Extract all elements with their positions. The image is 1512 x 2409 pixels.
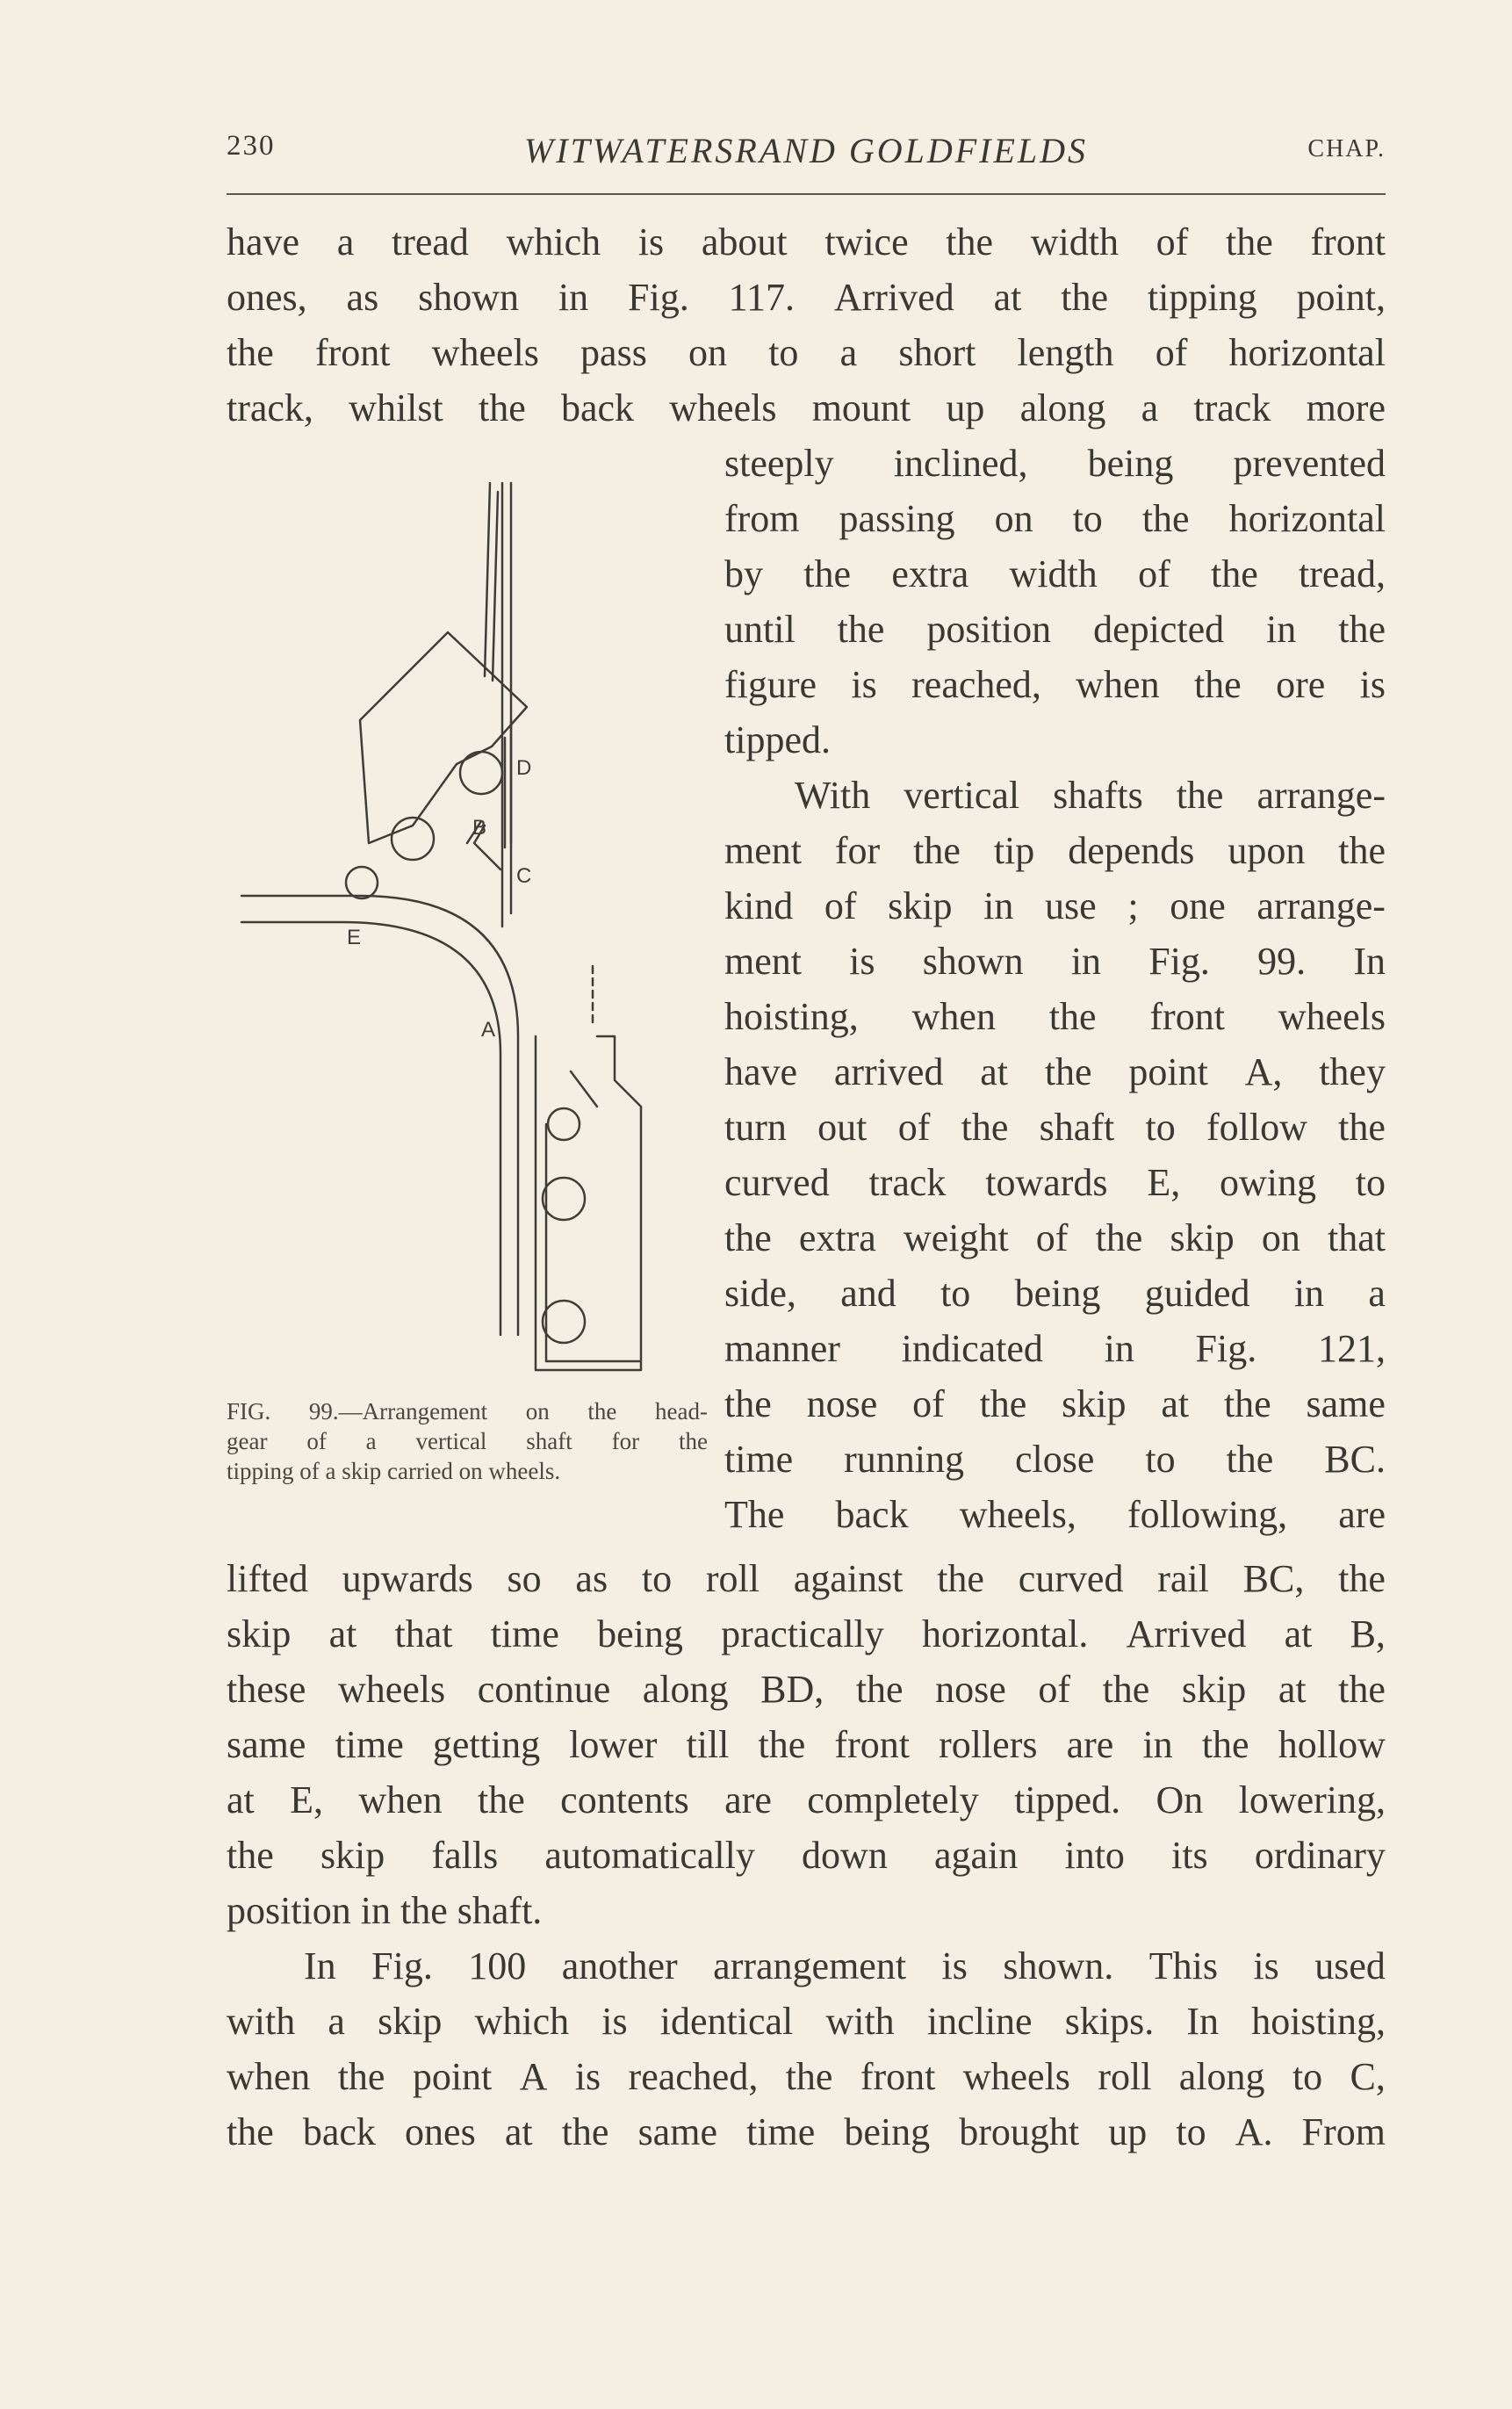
side-line: side, and to being guided in a	[724, 1272, 1386, 1315]
side-line: steeply inclined, being prevented	[724, 442, 1386, 485]
label-b: B	[472, 816, 487, 840]
side-line: until the position depicted in the	[724, 608, 1386, 651]
side-line: The back wheels, following, are	[724, 1493, 1386, 1536]
fig-99-diagram	[237, 457, 711, 1379]
upper-wheel-1	[460, 752, 502, 794]
body-line: skip at that time being practically horizontal. Arrived at B,	[227, 1612, 1386, 1655]
side-line: manner indicated in Fig. 121,	[724, 1327, 1386, 1370]
shaft-wheel-2	[543, 1178, 585, 1220]
shaft-wheel-3	[543, 1301, 585, 1343]
side-line: kind of skip in use ; one arrange-	[724, 884, 1386, 927]
body-line: at E, when the contents are completely tipped. On lowering,	[227, 1778, 1386, 1821]
upper-wheel-3	[346, 867, 378, 898]
curved-track-e	[241, 896, 518, 1335]
label-a: A	[481, 1018, 496, 1042]
side-line: curved track towards E, owing to	[724, 1161, 1386, 1204]
header-rule	[227, 193, 1386, 195]
body-line: In Fig. 100 another arrangement is shown. This is used	[304, 1944, 1386, 1987]
body-line: lifted upwards so as to roll against the curved rail BC, the	[227, 1557, 1386, 1600]
body-line: position in the shaft.	[227, 1889, 543, 1932]
side-line: the nose of the skip at the same	[724, 1382, 1386, 1425]
side-line: With vertical shafts the arrange-	[795, 774, 1386, 817]
body-line: same time getting lower till the front rollers are in the hollow	[227, 1723, 1386, 1766]
body-line: ones, as shown in Fig. 117. Arrived at the tipping point,	[227, 276, 1386, 319]
shaft-walls	[536, 1036, 641, 1370]
side-line: hoisting, when the front wheels	[724, 995, 1386, 1038]
caption-line: tipping of a skip carried on wheels.	[227, 1458, 561, 1484]
side-line: figure is reached, when the ore is	[724, 663, 1386, 706]
body-line: the front wheels pass on to a short length of horizontal	[227, 331, 1386, 374]
side-line: turn out of the shaft to follow the	[724, 1106, 1386, 1149]
chapter-label: CHAP.	[1307, 135, 1386, 162]
caption-line: FIG. 99.—Arrangement on the head-	[227, 1398, 708, 1424]
figure-caption	[227, 1396, 708, 1486]
body-line: the back ones at the same time being brought up to A. From	[227, 2110, 1386, 2153]
body-line: when the point A is reached, the front wheels roll along to C,	[227, 2055, 1386, 2098]
side-line: the extra weight of the skip on that	[724, 1216, 1386, 1259]
caption-line: gear of a vertical shaft for the	[227, 1428, 708, 1454]
side-line: ment is shown in Fig. 99. In	[724, 940, 1386, 983]
label-c: C	[516, 864, 532, 888]
running-title: WITWATERSRAND GOLDFIELDS	[523, 131, 1089, 170]
rail-bd	[505, 720, 511, 847]
body-line: these wheels continue along BD, the nose of the skip at the	[227, 1668, 1386, 1711]
running-header	[227, 130, 1386, 183]
side-line: ment for the tip depends upon the	[724, 829, 1386, 872]
body-line: with a skip which is identical with incline skips. In hoisting,	[227, 2000, 1386, 2043]
page-number: 230	[227, 130, 276, 162]
side-line: have arrived at the point A, they	[724, 1050, 1386, 1093]
body-line: the skip falls automatically down again into its ordinary	[227, 1834, 1386, 1877]
body-line: have a tread which is about twice the width of the front	[227, 220, 1386, 263]
side-line: tipped.	[724, 718, 831, 761]
label-d: D	[516, 756, 532, 780]
label-e: E	[347, 926, 362, 949]
side-line: time running close to the BC.	[724, 1438, 1386, 1481]
body-line: track, whilst the back wheels mount up along a track more	[227, 386, 1386, 429]
headgear-upright	[485, 483, 511, 927]
shaft-wheel-1	[548, 1108, 580, 1140]
side-line: by the extra width of the tread,	[724, 552, 1386, 595]
side-line: from passing on to the horizontal	[724, 497, 1386, 540]
